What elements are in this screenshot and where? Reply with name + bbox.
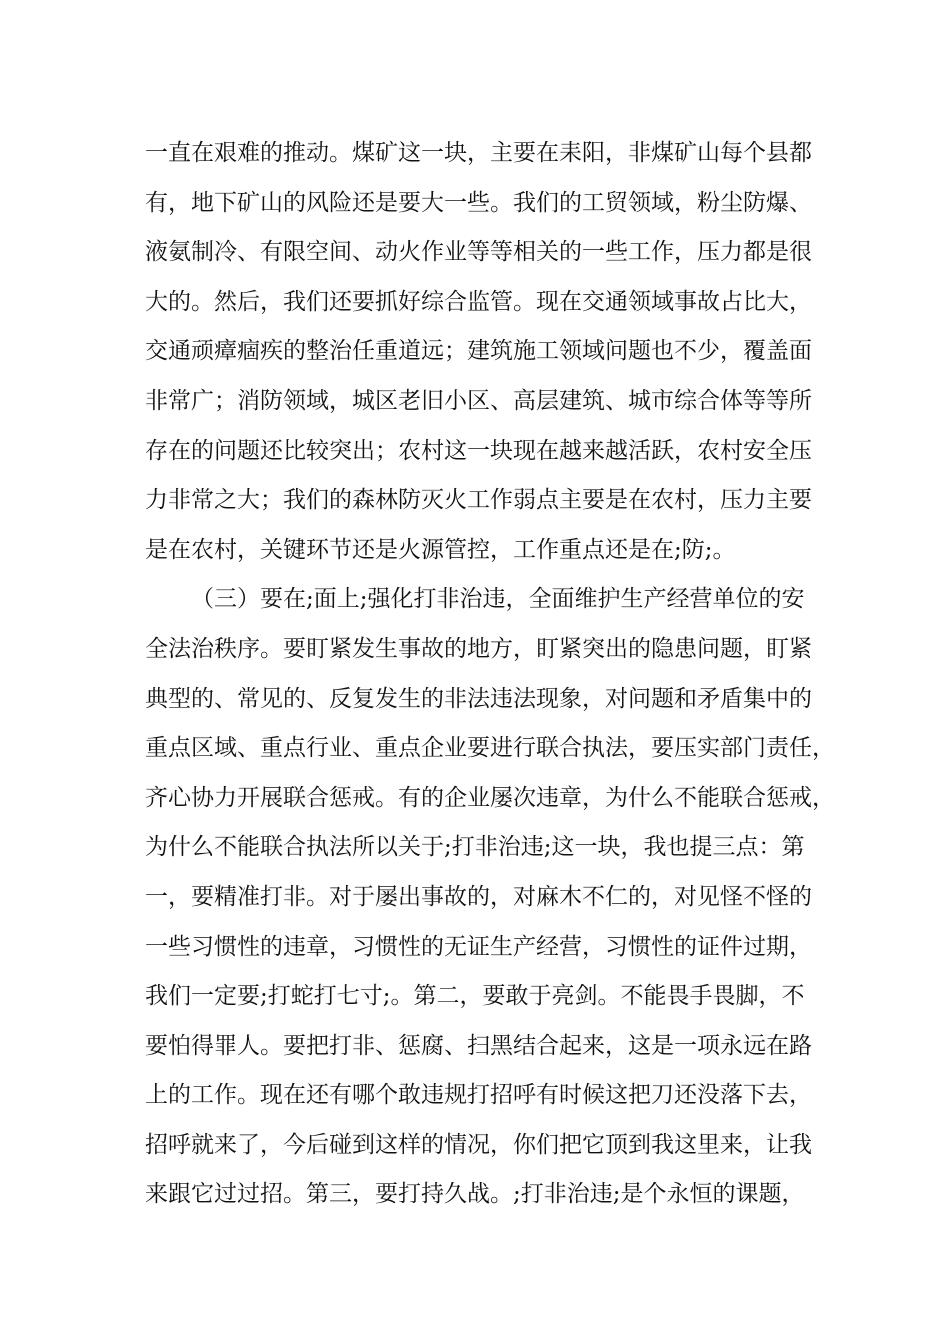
text-line: 招呼就来了，今后碰到这样的情况，你们把它顶到我这里来，让我 xyxy=(145,1131,812,1158)
body-text xyxy=(145,133,835,1224)
text-line: 上的工作。现在还有哪个敢违规打招呼有时候这把刀还没落下去， xyxy=(145,1082,812,1109)
text-line: 来跟它过过招。第三，要打持久战。;打非治违;是个永恒的课题， xyxy=(145,1181,805,1208)
text-line: 典型的、常见的、反复发生的非法违法现象，对问题和矛盾集中的 xyxy=(145,685,812,712)
text-line: 为什么不能联合执法所以关于;打非治违;这一块，我也提三点：第 xyxy=(145,834,805,861)
text-line: 我们一定要;打蛇打七寸;。第二，要敢于亮剑。不能畏手畏脚，不 xyxy=(145,983,805,1010)
text-line: 是在农村，关键环节还是火源管控，工作重点还是在;防;。 xyxy=(145,536,736,563)
text-line: 一些习惯性的违章，习惯性的无证生产经营，习惯性的证件过期， xyxy=(145,933,812,960)
text-line: 液氨制冷、有限空间、动火作业等等相关的一些工作，压力都是很 xyxy=(145,239,812,266)
text-line: 交通顽瘴痼疾的整治任重道远；建筑施工领域问题也不少，覆盖面 xyxy=(145,338,812,365)
text-line: 一，要精准打非。对于屡出事故的，对麻木不仁的，对见怪不怪的 xyxy=(145,883,812,910)
text-line: 力非常之大；我们的森林防灭火工作弱点主要是在农村，压力主要 xyxy=(145,487,812,514)
text-line: 要怕得罪人。要把打非、惩腐、扫黑结合起来，这是一项永远在路 xyxy=(145,1032,812,1059)
text-line: 一直在艰难的推动。煤矿这一块，主要在耒阳，非煤矿山每个县都 xyxy=(145,140,812,166)
text-line: 全法治秩序。要盯紧发生事故的地方，盯紧突出的隐患问题，盯紧 xyxy=(145,635,812,662)
section-heading-line: （三）要在;面上;强化打非治违，全面维护生产经营单位的安 xyxy=(191,586,805,613)
text-line: 非常广；消防领域，城区老旧小区、高层建筑、城市综合体等等所 xyxy=(145,387,812,414)
text-line: 存在的问题还比较突出；农村这一块现在越来越活跃，农村安全压 xyxy=(145,437,812,464)
text-line: 大的。然后，我们还要抓好综合监管。现在交通领域事故占比大， xyxy=(145,288,812,315)
text-line: 有，地下矿山的风险还是要大一些。我们的工贸领域，粉尘防爆、 xyxy=(145,189,812,216)
text-line: 重点区域、重点行业、重点企业要进行联合执法，要压实部门责任， xyxy=(145,735,835,762)
text-line: 齐心协力开展联合惩戒。有的企业屡次违章，为什么不能联合惩戒， xyxy=(145,784,835,811)
